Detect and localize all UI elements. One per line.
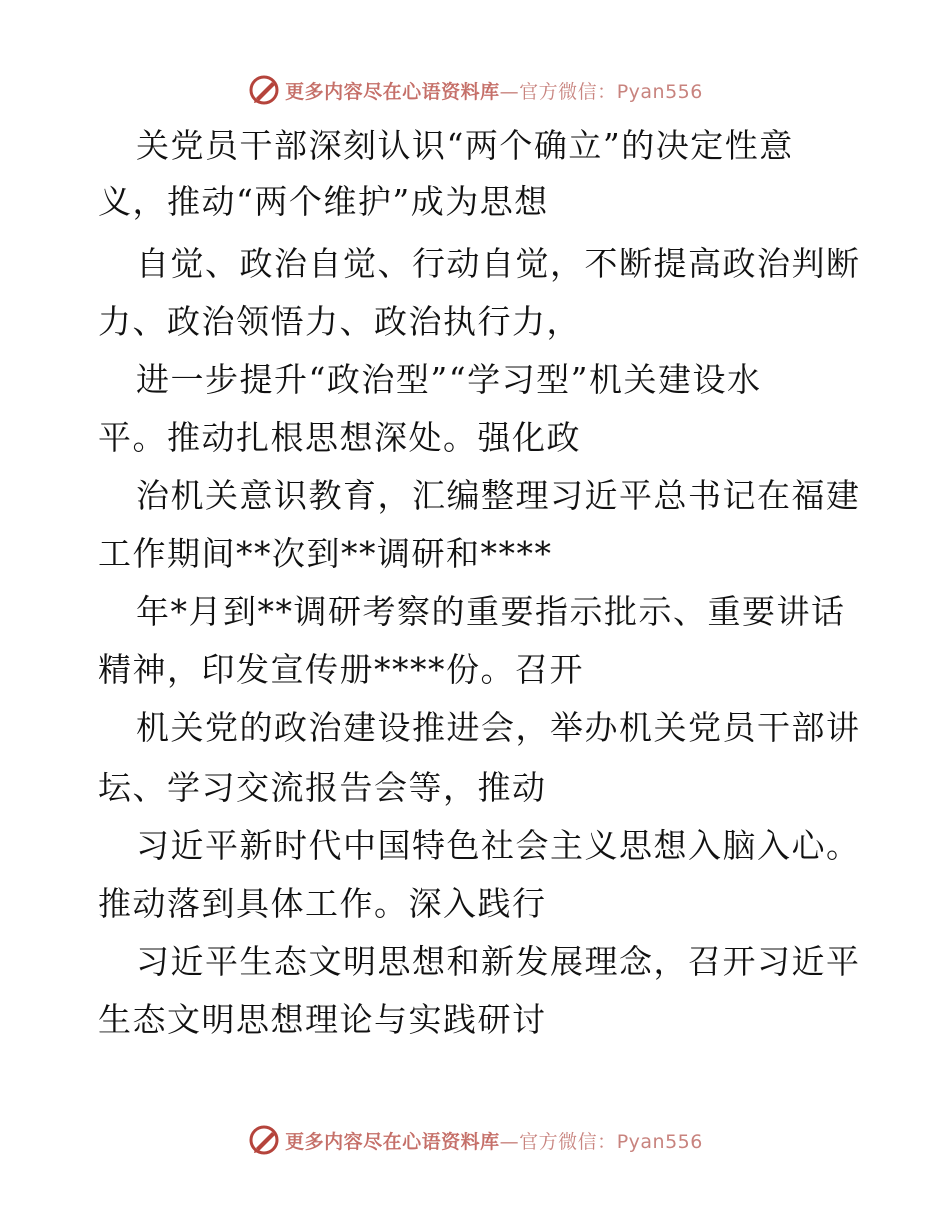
- pen-logo-icon: [247, 1123, 281, 1157]
- footer-banner-id: Pyan556: [616, 1130, 703, 1153]
- header-banner-id: Pyan556: [616, 80, 703, 103]
- header-banner-wechat: 官方微信：: [519, 80, 617, 103]
- body-line: 年*月到**调研考察的重要指示批示、重要讲话: [136, 592, 846, 631]
- body-line: 习近平生态文明思想和新发展理念，召开习近平: [136, 942, 861, 981]
- body-line: 治机关意识教育，汇编整理习近平总书记在福建: [136, 476, 861, 515]
- header-banner-text: [285, 77, 703, 104]
- footer-banner: [0, 1120, 950, 1160]
- footer-banner-dash: —: [499, 1130, 520, 1153]
- body-line: 平。推动扎根思想深处。强化政: [98, 418, 581, 457]
- body-line: 自觉、政治自觉、行动自觉，不断提高政治判断: [136, 244, 861, 283]
- body-line: 习近平新时代中国特色社会主义思想入脑入心。: [136, 826, 861, 865]
- header-banner: [0, 70, 950, 110]
- pen-logo-icon: [247, 73, 281, 107]
- body-line: 义，推动“两个维护”成为思想: [98, 182, 549, 221]
- body-line: 机关党的政治建设推进会，举办机关党员干部讲: [136, 708, 861, 747]
- header-banner-dash: —: [499, 80, 520, 103]
- footer-banner-main: 更多内容尽在心语资料库: [285, 1130, 500, 1153]
- body-line: 关党员干部深刻认识“两个确立”的决定性意: [136, 126, 794, 165]
- body-line: 力、政治领悟力、政治执行力，: [98, 302, 581, 341]
- body-line: 精神，印发宣传册****份。召开: [98, 650, 584, 689]
- body-line: 生态文明思想理论与实践研讨: [98, 1000, 547, 1039]
- footer-banner-text: [285, 1127, 703, 1154]
- body-line: 工作期间**次到**调研和****: [98, 534, 553, 573]
- body-line: 坛、学习交流报告会等，推动: [98, 768, 547, 807]
- header-banner-main: 更多内容尽在心语资料库: [285, 80, 500, 103]
- body-line: 推动落到具体工作。深入践行: [98, 884, 547, 923]
- footer-banner-wechat: 官方微信：: [519, 1130, 617, 1153]
- body-line: 进一步提升“政治型”“学习型”机关建设水: [136, 360, 762, 399]
